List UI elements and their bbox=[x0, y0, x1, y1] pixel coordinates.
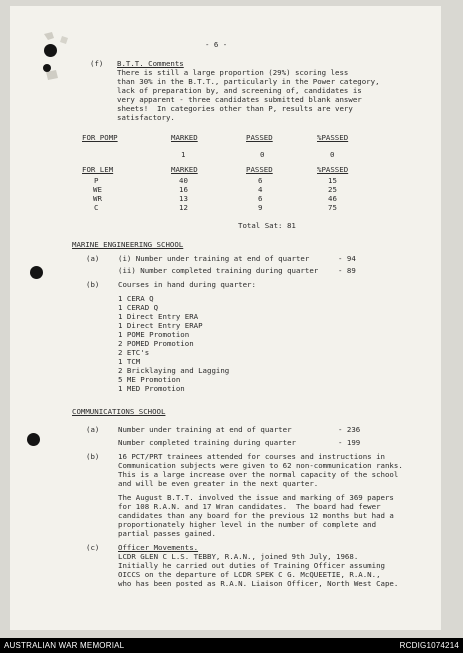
table-row-category: P bbox=[94, 176, 99, 185]
comms-c-line: Initially he carried out duties of Training Officer assuming bbox=[118, 561, 385, 570]
ttt-line: satisfactory. bbox=[117, 113, 175, 122]
table-cell: 13 bbox=[179, 194, 188, 203]
ttt-heading: B.T.T. Comments bbox=[117, 59, 184, 68]
ttt-line: very apparent - three candidates submitted blank answer bbox=[117, 95, 362, 104]
comms-b-line: 16 PCT/PRT trainees attended for courses and instructions in bbox=[118, 452, 385, 461]
table-group2-label: FOR LEM bbox=[82, 165, 114, 174]
comms-b-marker: (b) bbox=[86, 452, 100, 461]
course-item: 1 TCM bbox=[118, 357, 141, 366]
footer-record-id: RCDIG1074214 bbox=[399, 641, 459, 650]
table-cell: 12 bbox=[179, 203, 188, 212]
table-group1-label: FOR POMP bbox=[82, 133, 118, 142]
table-col-passed: PASSED bbox=[246, 133, 273, 142]
comms-a-line: Number completed training during quarter bbox=[118, 438, 296, 447]
course-item: 1 Direct Entry ERA bbox=[118, 312, 199, 321]
table-cell: 0 bbox=[260, 150, 265, 159]
table-row-category: WR bbox=[93, 194, 102, 203]
table-cell: 75 bbox=[328, 203, 337, 212]
course-item: 5 ME Promotion bbox=[118, 375, 181, 384]
table-cell: 46 bbox=[328, 194, 337, 203]
comms-b-line: This is a large increase over the normal capacity of the school bbox=[118, 470, 399, 479]
document-page bbox=[10, 6, 441, 630]
marine-a-value: - 94 bbox=[338, 254, 356, 263]
course-item: 2 ETC's bbox=[118, 348, 150, 357]
course-item: 2 Bricklaying and Lagging bbox=[118, 366, 230, 375]
course-item: 2 POMED Promotion bbox=[118, 339, 194, 348]
table-cell: 1 bbox=[181, 150, 186, 159]
comms-c-line: OICCS on the departure of LCDR SPEK C G. McQUEETIE, R.A.N., bbox=[118, 570, 381, 579]
table-cell: 16 bbox=[179, 185, 188, 194]
marine-a-marker: (a) bbox=[86, 254, 100, 263]
comms-c-marker: (c) bbox=[86, 543, 100, 552]
table-row-category: C bbox=[94, 203, 99, 212]
comms-b-line: Communication subjects were given to 62 non-communication ranks. bbox=[118, 461, 403, 470]
tape-residue-mark bbox=[40, 32, 72, 82]
comms-a-value: - 199 bbox=[338, 438, 361, 447]
comms-b-line: and will be even greater in the next quarter. bbox=[118, 479, 319, 488]
comms-heading: COMMUNICATIONS SCHOOL bbox=[72, 407, 166, 416]
marine-b-intro: Courses in hand during quarter: bbox=[118, 280, 256, 289]
ttt-line: lack of preparation by, and screening of, candidates is bbox=[117, 86, 362, 95]
table-row-category: WE bbox=[93, 185, 102, 194]
marine-a-line: (i) Number under training at end of quarter bbox=[118, 254, 310, 263]
comms-b-line: candidates than any board for the previous 12 months but had a bbox=[118, 511, 394, 520]
table-col-marked: MARKED bbox=[171, 133, 198, 142]
footer-institution: AUSTRALIAN WAR MEMORIAL bbox=[4, 641, 125, 650]
table-cell: 9 bbox=[258, 203, 263, 212]
punch-hole-small bbox=[43, 64, 51, 72]
comms-c-line: who has been posted as R.A.N. Liaison Officer, North West Cape. bbox=[118, 579, 399, 588]
comms-b-line: proportionately higher level in the number of complete and bbox=[118, 520, 377, 529]
course-item: 1 MED Promotion bbox=[118, 384, 185, 393]
comms-c-heading: Officer Movements. bbox=[118, 543, 199, 552]
punch-hole-bottom bbox=[27, 433, 40, 446]
table-cell: 6 bbox=[258, 194, 263, 203]
course-item: 1 CERA Q bbox=[118, 294, 154, 303]
table-cell: 40 bbox=[179, 176, 188, 185]
table-col-passed: PASSED bbox=[246, 165, 273, 174]
comms-a-marker: (a) bbox=[86, 425, 100, 434]
punch-hole-mid bbox=[30, 266, 43, 279]
comms-b-line: The August B.T.T. involved the issue and marking of 369 papers bbox=[118, 493, 394, 502]
table-cell: 15 bbox=[328, 176, 337, 185]
comms-a-value: - 236 bbox=[338, 425, 361, 434]
marine-heading: MARINE ENGINEERING SCHOOL bbox=[72, 240, 184, 249]
ttt-marker: (f) bbox=[90, 59, 104, 68]
ttt-line: than 30% in the B.T.T., particularly in the Power category, bbox=[117, 77, 380, 86]
table-cell: 6 bbox=[258, 176, 263, 185]
table-cell: 25 bbox=[328, 185, 337, 194]
comms-b-line: for 108 R.A.N. and 17 Wran candidates. The board had fewer bbox=[118, 502, 381, 511]
table-cell: 4 bbox=[258, 185, 263, 194]
page-number: - 6 - bbox=[205, 40, 228, 49]
archive-footer-bar bbox=[0, 638, 463, 653]
table-col-marked: MARKED bbox=[171, 165, 198, 174]
table-col-pct-passed: %PASSED bbox=[317, 165, 349, 174]
course-item: 1 POME Promotion bbox=[118, 330, 190, 339]
table-col-pct-passed: %PASSED bbox=[317, 133, 349, 142]
course-item: 1 CERAD Q bbox=[118, 303, 159, 312]
ttt-line: There is still a large proportion (29%) scoring less bbox=[117, 68, 349, 77]
comms-b-line: partial passes gained. bbox=[118, 529, 216, 538]
marine-a-value: - 89 bbox=[338, 266, 356, 275]
comms-a-line: Number under training at end of quarter bbox=[118, 425, 292, 434]
ttt-line: sheets! In categories other than P, results are very bbox=[117, 104, 353, 113]
marine-a-line: (ii) Number completed training during quarter bbox=[118, 266, 319, 275]
table-cell: 0 bbox=[330, 150, 335, 159]
course-item: 1 Direct Entry ERAP bbox=[118, 321, 203, 330]
marine-b-marker: (b) bbox=[86, 280, 100, 289]
table-total: Total Sat: 81 bbox=[238, 221, 296, 230]
punch-hole-top bbox=[44, 44, 57, 57]
comms-c-line: LCDR GLEN C L.S. TEBBY, R.A.N., joined 9th July, 1968. bbox=[118, 552, 359, 561]
